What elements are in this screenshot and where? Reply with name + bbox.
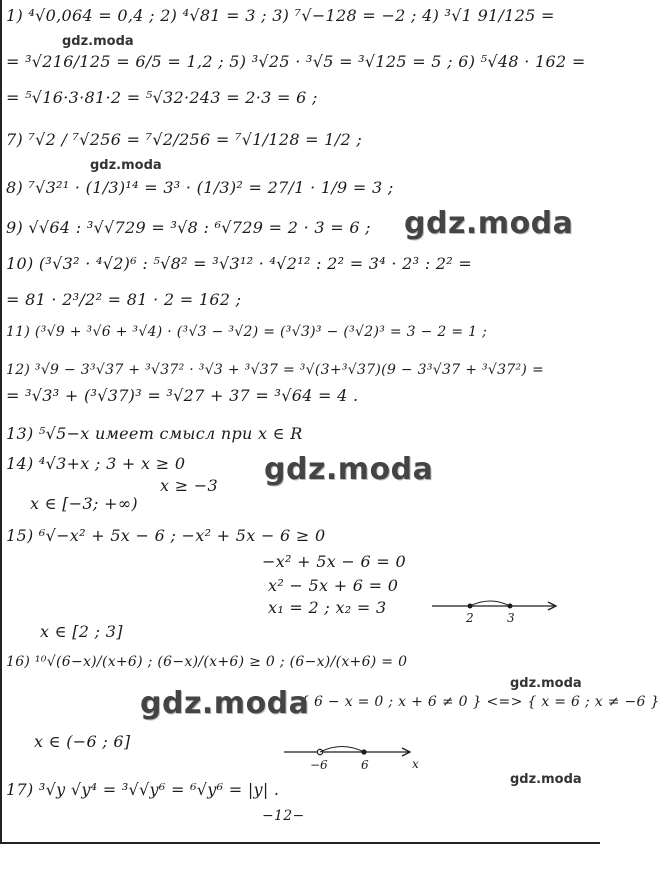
solution-line-10: 10) (³√3² · ⁴√2)⁶ : ⁵√8² = ³√3¹² · ⁴√2¹² : 2² = 3⁴ · 2³ : 2² = xyxy=(6,254,473,273)
solution-line-15-eq1: −x² + 5x − 6 = 0 xyxy=(262,552,406,571)
solution-line-10-cont: = 81 · 2³/2² = 81 · 2 = 162 ; xyxy=(6,290,242,309)
solution-line-12-cont: = ³√3³ + (³√37)³ = ³√27 + 37 = ³√64 = 4 . xyxy=(6,386,359,405)
watermark-6: gdz.moda xyxy=(140,686,310,721)
watermark-2: gdz.moda xyxy=(90,158,162,173)
number-line-15-label-a: 2 xyxy=(466,611,474,625)
solution-line-15-eq2: x² − 5x + 6 = 0 xyxy=(268,576,399,595)
watermark-4: gdz.moda xyxy=(264,452,434,487)
watermark-7: gdz.moda xyxy=(510,772,582,787)
solution-line-2: = ³√216/125 = 6/5 = 1,2 ; 5) ³√25 · ³√5 = ³√125 = 5 ; 6) ⁵√48 · 162 = xyxy=(6,52,586,71)
solution-line-15: 15) ⁶√−x² + 5x − 6 ; −x² + 5x − 6 ≥ 0 xyxy=(6,526,326,545)
number-line-15-label-b: 3 xyxy=(507,611,515,625)
watermark-3: gdz.moda xyxy=(404,206,574,241)
solution-line-15-answer: x ∈ [2 ; 3] xyxy=(40,622,123,641)
watermark-1: gdz.moda xyxy=(62,34,134,49)
solution-line-7: 7) ⁷√2 / ⁷√256 = ⁷√2/256 = ⁷√1/128 = 1/2 ; xyxy=(6,130,363,149)
number-line-16-arc xyxy=(320,747,364,753)
number-line-15-arc xyxy=(470,601,510,606)
solution-line-16-system: { 6 − x = 0 ; x + 6 ≠ 0 } <=> { x = 6 ; x ≠ −6 } xyxy=(300,694,660,710)
solution-line-13: 13) ⁵√5−x имеет смысл при x ∈ R xyxy=(6,424,303,443)
solution-line-11: 11) (³√9 + ³√6 + ³√4) · (³√3 − ³√2) = (³√3)³ − (³√2)³ = 3 − 2 = 1 ; xyxy=(6,324,488,340)
solution-line-1: 1) ⁴√0,064 = 0,4 ; 2) ⁴√81 = 3 ; 3) ⁷√−128 = −2 ; 4) ³√1 91/125 = xyxy=(6,6,555,25)
solution-line-3: = ⁵√16·3·81·2 = ⁵√32·243 = 2·3 = 6 ; xyxy=(6,88,318,107)
page-edge-bottom xyxy=(0,842,600,844)
solution-line-12: 12) ³√9 − 3³√37 + ³√37² · ³√3 + ³√37 = ³√(3+³√37)(9 − 3³√37 + ³√37²) = xyxy=(6,362,544,378)
watermark-5: gdz.moda xyxy=(510,676,582,691)
number-line-16-label-var: x xyxy=(412,757,419,771)
number-line-16-label-b: 6 xyxy=(361,758,369,772)
number-line-16-label-a: −6 xyxy=(310,758,328,772)
solution-line-8: 8) ⁷√3²¹ · (1/3)¹⁴ = 3³ · (1/3)² = 27/1 · 1/9 = 3 ; xyxy=(6,178,394,197)
solution-line-17: 17) ³√y √y⁴ = ³√√y⁶ = ⁶√y⁶ = |y| . xyxy=(6,780,280,799)
solution-line-16: 16) ¹⁰√(6−x)/(x+6) ; (6−x)/(x+6) ≥ 0 ; (6−x)/(x+6) = 0 xyxy=(6,654,408,670)
number-line-15 xyxy=(430,594,560,624)
solution-line-15-roots: x₁ = 2 ; x₂ = 3 xyxy=(268,598,387,617)
number-line-16 xyxy=(282,738,422,772)
solution-line-14: 14) ⁴√3+x ; 3 + x ≥ 0 xyxy=(6,454,186,473)
page-number: −12− xyxy=(262,808,305,824)
solution-line-16-answer: x ∈ (−6 ; 6] xyxy=(34,732,131,751)
page-edge-left xyxy=(0,0,2,843)
solution-line-14-ineq: x ≥ −3 xyxy=(160,476,218,495)
solution-line-9: 9) √√64 : ³√√729 = ³√8 : ⁶√729 = 2 · 3 = 6 ; xyxy=(6,218,371,237)
solution-line-14-answer: x ∈ [−3; +∞) xyxy=(30,494,138,513)
